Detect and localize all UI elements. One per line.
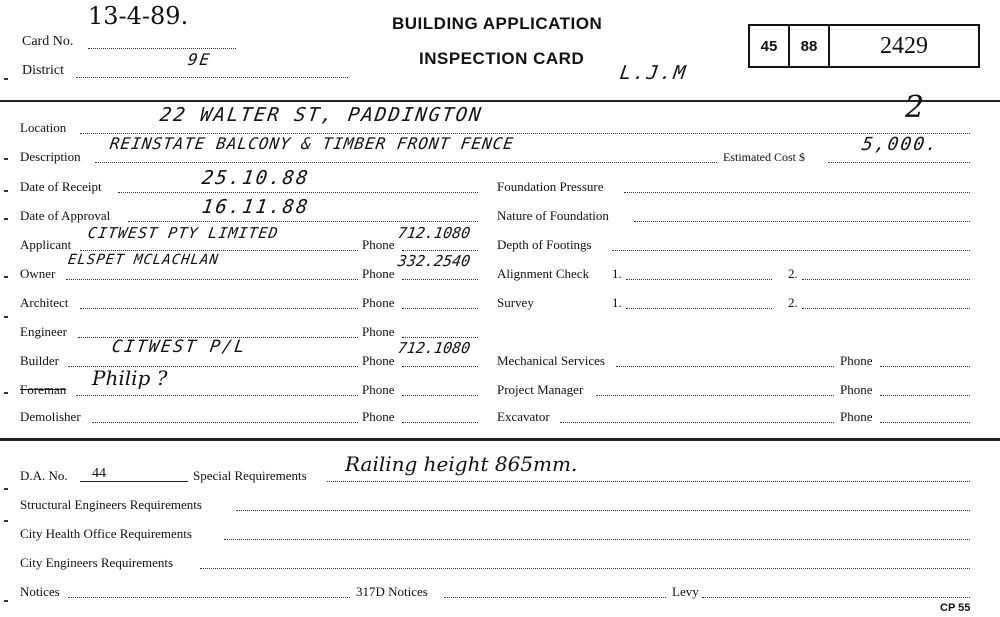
- alignment-num2: 2.: [788, 266, 798, 281]
- date-approval-label: Date of Approval: [20, 208, 111, 223]
- date-receipt-label: Date of Receipt: [20, 179, 102, 194]
- mechanical-label: Mechanical Services: [497, 353, 605, 368]
- foreman-field[interactable]: [76, 395, 358, 396]
- project-manager-phone-field[interactable]: [880, 395, 970, 396]
- survey-num2: 2.: [788, 295, 798, 310]
- date-approval-value: 16.11.88: [200, 196, 312, 218]
- engineer-phone-field[interactable]: [402, 337, 478, 338]
- demolisher-phone-field[interactable]: [402, 422, 478, 423]
- edge-mark: [4, 488, 8, 490]
- date-receipt-value: 25.10.88: [200, 167, 312, 189]
- architect-phone-field[interactable]: [402, 308, 478, 309]
- foreman-phone-label: Phone: [362, 382, 395, 397]
- project-manager-phone-label: Phone: [840, 382, 873, 397]
- special-req-value: Railing height 865mm.: [345, 452, 578, 476]
- survey-label: Survey: [497, 295, 534, 310]
- survey-field-2[interactable]: [802, 308, 970, 309]
- health-field[interactable]: [224, 539, 970, 540]
- health-label: City Health Office Requirements: [20, 526, 192, 541]
- survey-field-1[interactable]: [626, 308, 772, 309]
- edge-mark: [4, 218, 8, 220]
- card-box-cell-3: 2429: [880, 32, 928, 59]
- owner-label: Owner: [20, 266, 56, 281]
- survey-num1: 1.: [612, 295, 622, 310]
- estimated-cost-label: Estimated Cost $: [723, 150, 805, 164]
- applicant-phone-label: Phone: [362, 237, 395, 252]
- project-manager-label: Project Manager: [497, 382, 584, 397]
- demolisher-phone-label: Phone: [362, 409, 395, 424]
- foundation-pressure-label: Foundation Pressure: [497, 179, 604, 194]
- alignment-field-1[interactable]: [626, 279, 772, 280]
- engineer-label: Engineer: [20, 324, 67, 339]
- district-value: 9E: [186, 50, 213, 69]
- da-value: 44: [92, 466, 106, 481]
- district-field[interactable]: [76, 77, 348, 78]
- location-label: Location: [20, 120, 67, 135]
- city-eng-field[interactable]: [200, 568, 970, 569]
- excavator-phone-label: Phone: [840, 409, 873, 424]
- edge-mark: [4, 78, 8, 80]
- alignment-field-2[interactable]: [802, 279, 970, 280]
- card-no-field[interactable]: [88, 48, 236, 49]
- architect-field[interactable]: [80, 308, 358, 309]
- foundation-pressure-field[interactable]: [624, 192, 970, 193]
- edge-mark: [4, 158, 8, 160]
- demolisher-label: Demolisher: [20, 409, 81, 424]
- levy-field[interactable]: [702, 597, 970, 598]
- requirements-divider: [0, 438, 1000, 441]
- depth-footings-field[interactable]: [612, 250, 970, 251]
- da-field[interactable]: [80, 481, 188, 482]
- nature-foundation-field[interactable]: [634, 221, 970, 222]
- card-box-cell-1: 45: [750, 26, 790, 66]
- mechanical-phone-field[interactable]: [880, 366, 970, 367]
- header-divider: [0, 100, 1000, 102]
- excavator-label: Excavator: [497, 409, 550, 424]
- mechanical-field[interactable]: [616, 366, 834, 367]
- alignment-num1: 1.: [612, 266, 622, 281]
- structural-field[interactable]: [236, 510, 970, 511]
- builder-value: CITWEST P/L: [110, 337, 248, 357]
- owner-value: ELSPET MCLACHLAN: [66, 252, 220, 268]
- location-mark: 2: [905, 90, 925, 125]
- title-line1: BUILDING APPLICATION: [392, 14, 603, 33]
- description-field[interactable]: [95, 162, 717, 163]
- notices-317d-field[interactable]: [444, 597, 666, 598]
- estimated-cost-field[interactable]: [828, 162, 970, 163]
- foreman-value: Philip ?: [92, 366, 168, 390]
- edge-mark: [4, 190, 8, 192]
- inspector-initials: L.J.M: [618, 62, 689, 84]
- owner-phone-field[interactable]: [402, 279, 478, 280]
- special-req-label: Special Requirements: [193, 468, 307, 483]
- foreman-label: Foreman: [20, 382, 67, 397]
- nature-foundation-label: Nature of Foundation: [497, 208, 609, 223]
- edge-mark: [4, 520, 8, 522]
- notices-label: Notices: [20, 584, 60, 599]
- district-label: District: [22, 63, 64, 78]
- edge-mark: [4, 276, 8, 278]
- applicant-phone-value: 712.1080: [396, 224, 472, 242]
- engineer-phone-label: Phone: [362, 324, 395, 339]
- description-value: REINSTATE BALCONY & TIMBER FRONT FENCE: [108, 134, 516, 153]
- builder-phone-value: 712.1080: [396, 339, 472, 357]
- handwritten-date: 13-4-89.: [88, 2, 189, 30]
- foreman-phone-field[interactable]: [402, 395, 478, 396]
- owner-phone-label: Phone: [362, 266, 395, 281]
- special-req-field[interactable]: [327, 481, 970, 482]
- architect-label: Architect: [20, 295, 69, 310]
- levy-label: Levy: [672, 584, 699, 599]
- estimated-cost-value: 5,000.: [860, 134, 941, 155]
- mechanical-phone-label: Phone: [840, 353, 873, 368]
- description-label: Description: [20, 149, 81, 164]
- project-manager-field[interactable]: [596, 395, 834, 396]
- alignment-check-label: Alignment Check: [497, 266, 590, 281]
- card-no-label: Card No.: [22, 34, 74, 49]
- structural-label: Structural Engineers Requirements: [20, 497, 202, 512]
- applicant-field[interactable]: [80, 250, 358, 251]
- architect-phone-label: Phone: [362, 295, 395, 310]
- date-receipt-field[interactable]: [118, 192, 478, 193]
- da-label: D.A. No.: [20, 468, 68, 483]
- demolisher-field[interactable]: [92, 422, 358, 423]
- applicant-phone-field[interactable]: [402, 250, 478, 251]
- edge-mark: [4, 600, 8, 602]
- owner-field[interactable]: [66, 279, 358, 280]
- owner-phone-value: 332.2540: [396, 252, 472, 270]
- applicant-label: Applicant: [20, 237, 72, 252]
- edge-mark: [4, 392, 8, 394]
- edge-mark: [4, 316, 8, 318]
- location-value: 22 WALTER ST, PADDINGTON: [158, 104, 485, 126]
- excavator-field[interactable]: [560, 422, 834, 423]
- title-line2: INSPECTION CARD: [419, 49, 585, 68]
- builder-phone-label: Phone: [362, 353, 395, 368]
- card-box-cell-2: 88: [790, 26, 830, 66]
- notices-317d-label: 317D Notices: [356, 584, 428, 599]
- date-approval-field[interactable]: [128, 221, 478, 222]
- builder-phone-field[interactable]: [402, 366, 478, 367]
- applicant-value: CITWEST PTY LIMITED: [86, 224, 280, 242]
- city-eng-label: City Engineers Requirements: [20, 555, 174, 570]
- notices-field[interactable]: [68, 597, 350, 598]
- builder-label: Builder: [20, 353, 59, 368]
- form-code: CP 55: [940, 602, 971, 614]
- card-number-box: [748, 24, 980, 68]
- excavator-phone-field[interactable]: [880, 422, 970, 423]
- depth-footings-label: Depth of Footings: [497, 237, 592, 252]
